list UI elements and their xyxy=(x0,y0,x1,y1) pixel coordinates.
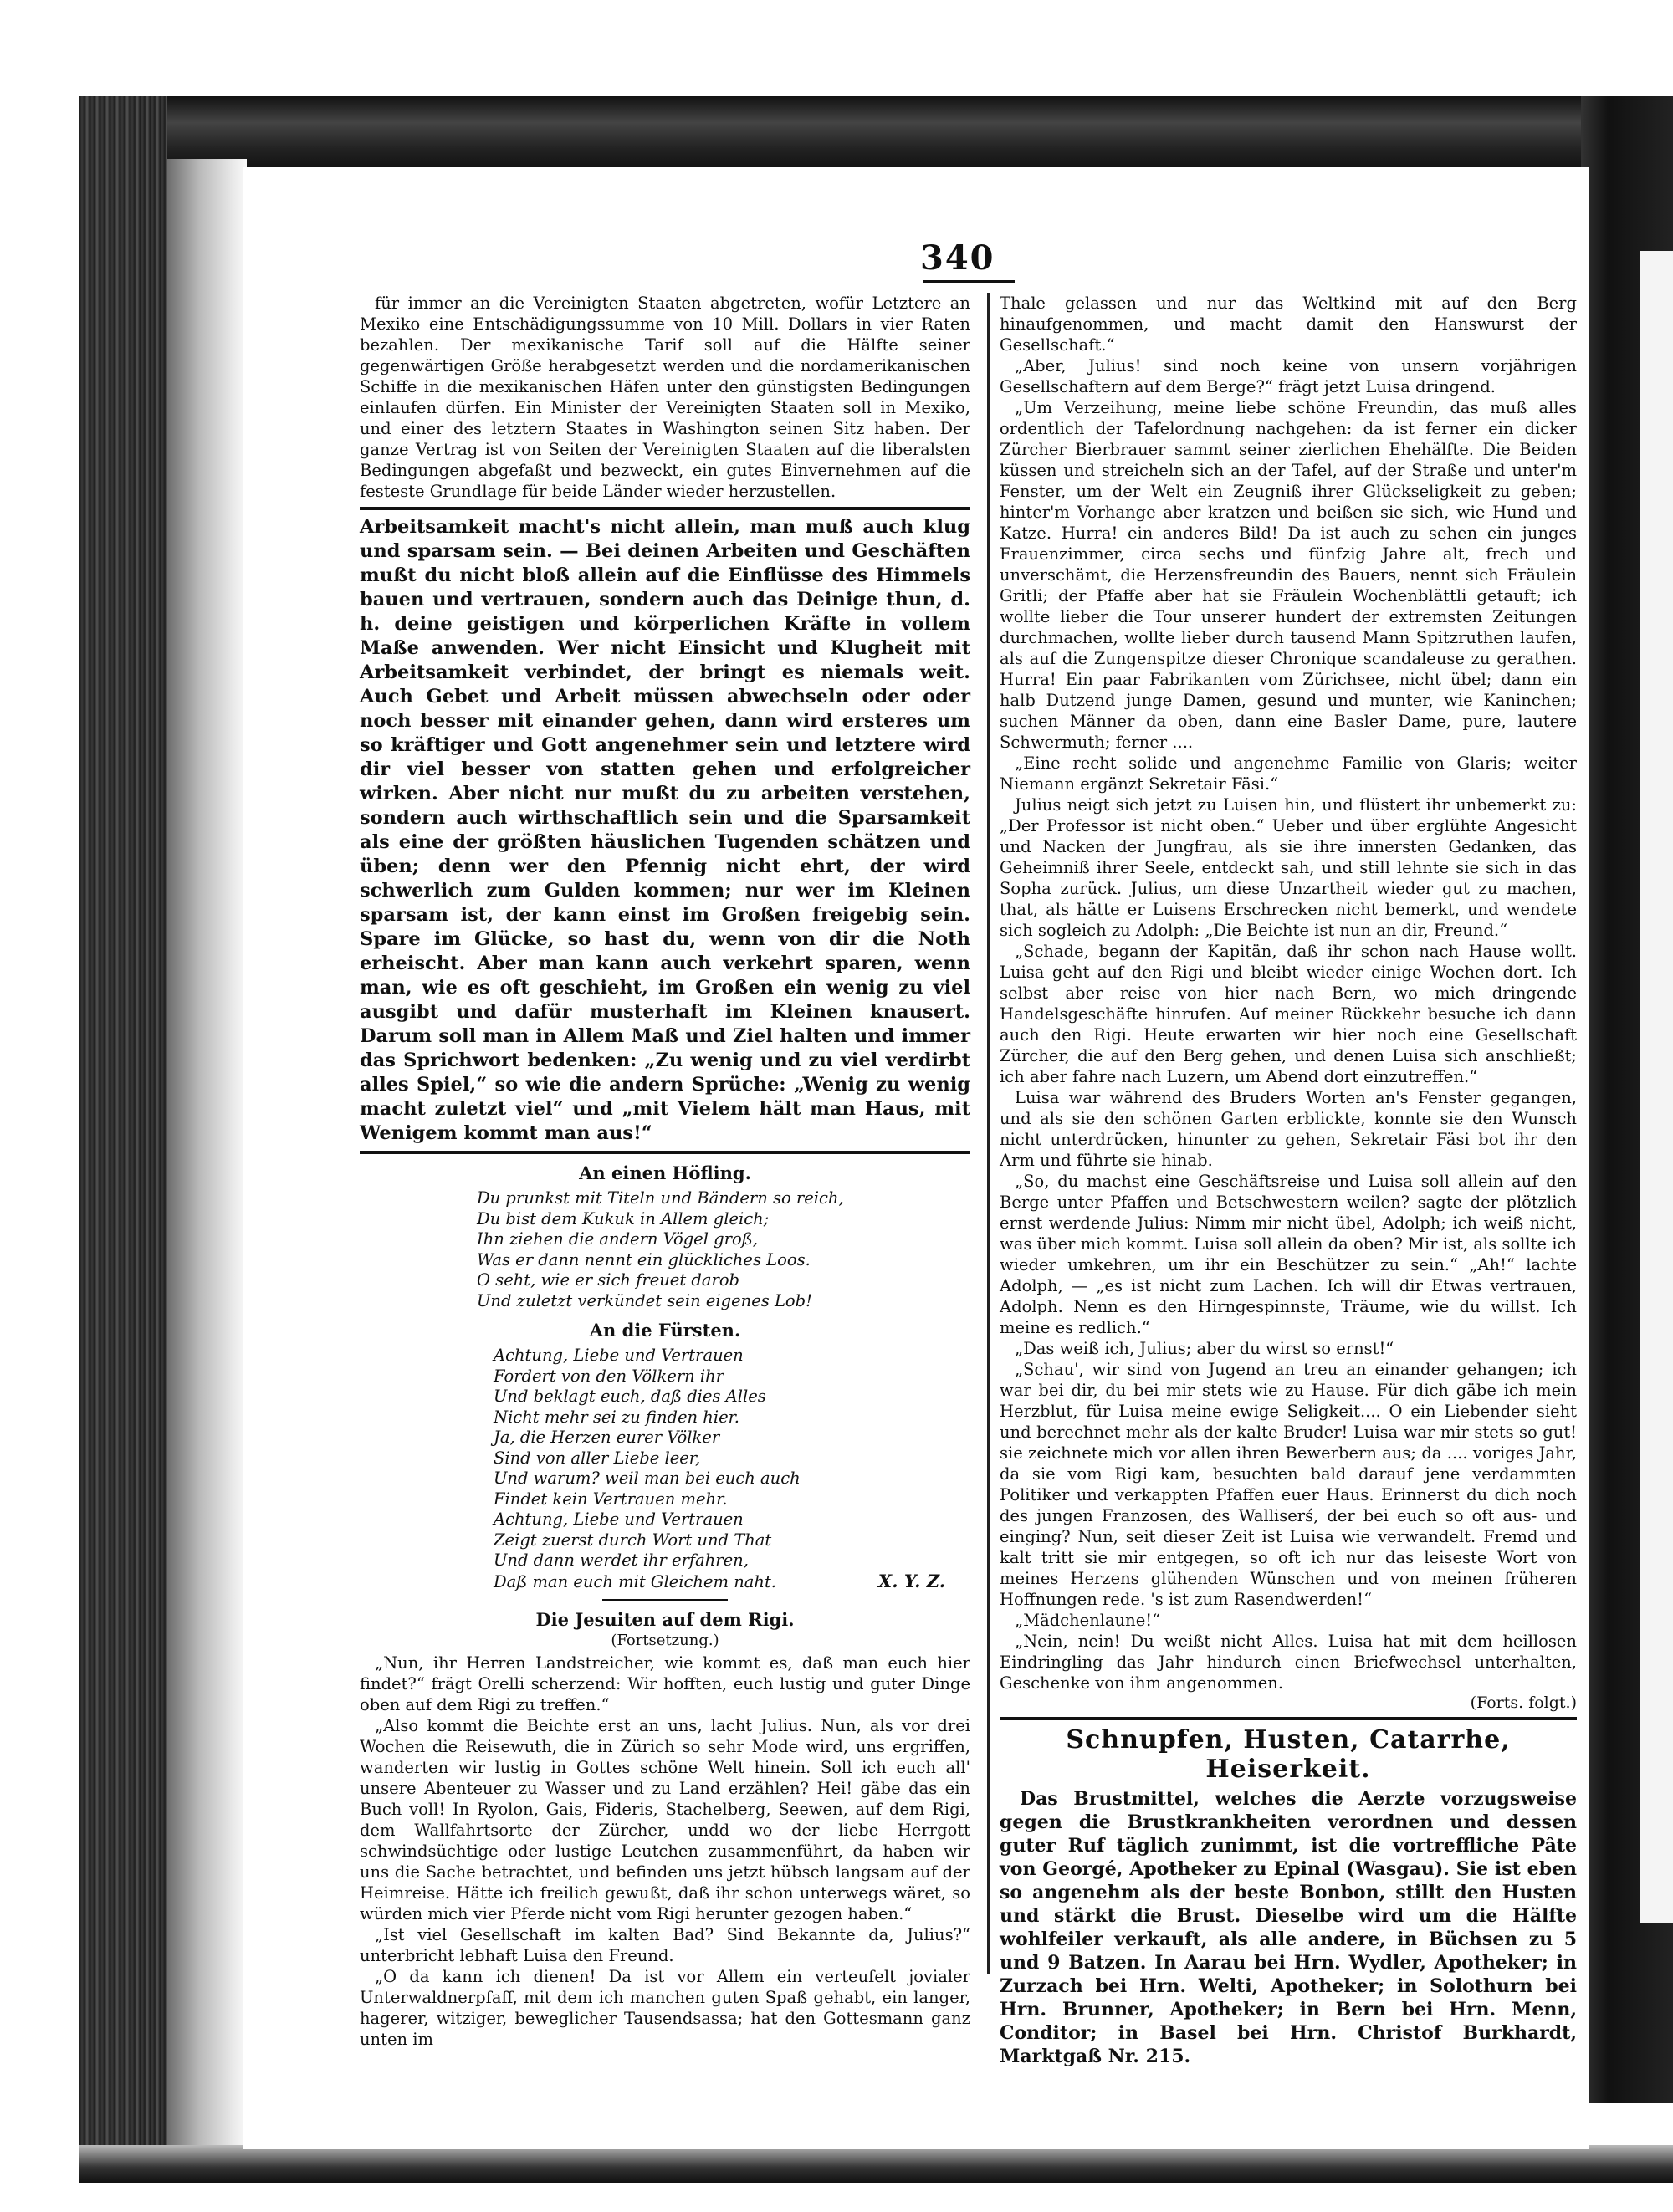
intro-paragraph: für immer an die Vereinigten Staaten abgetreten, wofür Letztere an Mexiko eine Entschädigungssumme von 10 Mill. Dollars in vier Raten bezahlen. Der mexikanische Tarif soll auf die Hälfte seiner gegenwärtigen Größe herabgesetzt werden und die nordamerikanischen Schiffe in die mexikanischen Häfen unter den günstigsten Bedingungen einlaufen dürfen. Ein Minister der Vereinigten Staaten soll in Mexiko, und einer des letztern Staates in Washington seinen Sitz haben. Der ganze Vertrag ist von Seiten der Vereinigten Staaten auf die liberalsten Bedingungen abgefaßt und bezweckt, ein gutes Einvernehmen auf die festeste Grundlage für beide Länder wieder herzustellen. xyxy=(360,294,970,501)
poem-line: Findet kein Vertrauen mehr. xyxy=(494,1489,728,1509)
story-paragraph: Luisa war während des Bruders Worten an's Fenster gegangen, und als sie den schönen Garten erblickte, konnte sie den Wunsch nicht unterdrücken, hinunter zu gehen, Sekretair Fäsi bot ihr den Arm und führte sie hinab. xyxy=(1000,1088,1577,1170)
scan-book-spine xyxy=(79,96,167,2162)
poem-line: Achtung, Liebe und Vertrauen xyxy=(494,1510,744,1529)
section-rule xyxy=(360,1151,970,1154)
column-divider xyxy=(987,293,990,1974)
page-number-rule xyxy=(923,280,1015,283)
story-title: Die Jesuiten auf dem Rigi. xyxy=(535,1609,795,1630)
story-paragraph: Thale gelassen und nur das Weltkind mit auf den Berg hinaufgenommen, und macht damit den Hanswurst der Gesellschaft.“ xyxy=(1000,294,1577,355)
poem-line: O seht, wie er sich freuet darob xyxy=(477,1270,740,1290)
poem-line: Und zuletzt verkündet sein eigenes Lob! xyxy=(477,1290,812,1310)
story-paragraph: „Ist viel Gesellschaft im kalten Bad? Sind Bekannte da, Julius?“ unterbricht lebhaft Luisa den Freund. xyxy=(360,1925,970,1965)
scan-top-edge xyxy=(79,96,1673,171)
right-column xyxy=(1000,293,1577,2068)
scan-gutter-shadow xyxy=(167,159,247,2158)
story-paragraph: „Eine recht solide und angenehme Familie von Glaris; weiter Niemann ergänzt Sekretair Fäsi.“ xyxy=(1000,754,1577,794)
story-paragraph: „Nein, nein! Du weißt nicht Alles. Luisa hat mit dem heillosen Eindringling das Jahr hindurch einen Briefwechsel unterhalten, Geschenke von ihm angenommen. xyxy=(1000,1632,1577,1693)
poem-signature: X. Y. Z. xyxy=(877,1570,945,1591)
poem-line: Achtung, Liebe und Vertrauen xyxy=(494,1346,744,1365)
poem-line: Und warum? weil man bei euch auch xyxy=(494,1469,801,1488)
poem-body xyxy=(477,1188,970,1311)
poem-line: Fordert von den Völkern ihr xyxy=(494,1366,724,1386)
poem-line: Und dann werdet ihr erfahren, xyxy=(494,1550,749,1570)
story-paragraph: „So, du machst eine Geschäftsreise und Luisa soll allein auf den Berge unter Pfaffen und Betschwestern weilen? sagte der plötzlich ernst werdende Julius: Nimm mir nicht übel, Adolph; ich weiß nicht, was über mich kommt. Luisa soll allein da oben? Mir ist, als sollte ich wieder umkehren, um ihr ein Beschützer zu sein.“ „Ah!“ lachte Adolph, — „es ist nicht zum Lachen. Ich will dir Etwas vertrauen, Adolph. Nenn es den Hirngespinnste, Träume, wie du willst. Ich meine es redlich.“ xyxy=(1000,1172,1577,1337)
poem-body xyxy=(494,1346,970,1592)
poem-title: An einen Höfling. xyxy=(579,1162,751,1183)
poem-line: Ja, die Herzen eurer Völker xyxy=(494,1428,720,1447)
story-paragraph: „Aber, Julius! sind noch keine von unsern vorjährigen Gesellschaftern auf dem Berge?“ frägt jetzt Luisa dringend. xyxy=(1000,356,1577,396)
section-rule xyxy=(360,507,970,510)
scan-bottom-edge xyxy=(79,2145,1673,2183)
poem-line: Nicht mehr sei zu finden hier. xyxy=(494,1407,739,1427)
poem-line: Zeigt zuerst durch Wort und That xyxy=(494,1530,772,1550)
story-paragraph: „Schade, begann der Kapitän, daß ihr schon nach Hause wollt. Luisa geht auf den Rigi und bleibt wieder einige Wochen dort. Ich selbst aber reise von hier nach Bern, wo mich dringende Handelsgeschäfte hinrufen. Auf meiner Rückkehr besuche ich dann auch den Rigi. Heute erwarten wir hier noch eine Gesellschaft Zürcher, die auf den Berg gehen, und denen Luisa sich anschließt; ich aber fahre nach Luzern, um Abend dort einzutreffen.“ xyxy=(1000,942,1577,1086)
poem-line: Ihn ziehen die andern Vögel groß, xyxy=(477,1229,758,1249)
bold-article: Arbeitsamkeit macht's nicht allein, man muß auch klug und sparsam sein. — Bei deinen Arbeiten und Geschäften mußt du nicht bloß allein auf die Einflüsse des Himmels bauen und vertrauen, sondern auch das Deinige thun, d. h. deine geistigen und körperlichen Kräfte in vollem Maße anwenden. Wer nicht Einsicht und Klugheit mit Arbeitsamkeit verbindet, der bringt es niemals weit. Auch Gebet und Arbeit müssen abwechseln oder oder noch besser mit einander gehen, dann wird ersteres um so kräftiger und Gott angenehmer sein und letztere wird dir viel besser von statten gehen und erfolgreicher wirken. Aber nicht nur mußt du zu arbeiten verstehen, sondern auch wirthschaftlich sein und die Sparsamkeit als eine der größten häuslichen Tugenden schätzen und üben; denn wer den Pfennig nicht ehrt, der wird schwerlich zum Gulden kommen; nur wer im Kleinen sparsam ist, der kann einst im Großen freigebig sein. Spare im Glücke, so hast du, wenn von dir die Noth erheischt. Aber man kann auch verkehrt sparen, wenn man, wie es oft geschieht, im Großen ein wenig zu viel ausgibt und dafür musterhaft im Kleinen knausert. Darum soll man in Allem Maß und Ziel halten und immer das Sprichwort bedenken: „Zu wenig und zu viel verdirbt alles Spiel,“ so wie die andern Sprüche: „Wenig zu wenig macht zuletzt viel“ und „mit Vielem hält man Haus, mit Wenigem kommt man aus!“ xyxy=(360,516,970,1144)
story-paragraph: „O da kann ich dienen! Da ist vor Allem ein verteufelt jovialer Unterwaldnerpfaff, mit dem ich manchen guten Spaß gehabt, ein langer, hagerer, witziger, beweglicher Tausendsassa; hat den Gottesmann ganz unten im xyxy=(360,1967,970,2049)
poem-line: Du prunkst mit Titeln und Bändern so reich, xyxy=(477,1188,844,1208)
section-rule xyxy=(1000,1717,1577,1720)
adjacent-page-strip xyxy=(1640,251,1673,1923)
story-paragraph: „Das weiß ich, Julius; aber du wirst so ernst!“ xyxy=(1015,1339,1394,1358)
poem-line: Daß man euch mit Gleichem naht. xyxy=(494,1571,776,1591)
story-paragraph: „Mädchenlaune!“ xyxy=(1015,1611,1161,1630)
story-paragraph: „Nun, ihr Herren Landstreicher, wie kommt es, daß man euch hier findet?“ frägt Orelli scherzend: Wir hofften, euch lustig und guter Dinge oben auf dem Rigi zu treffen.“ xyxy=(360,1653,970,1714)
poem-line: Was er dann nennt ein glückliches Loos. xyxy=(477,1249,811,1269)
poem-title: An die Fürsten. xyxy=(589,1320,741,1341)
page-number: 340 xyxy=(920,238,995,278)
advertisement-title: Schnupfen, Husten, Catarrhe, Heiserkeit. xyxy=(1066,1725,1511,1784)
poem-last-line-row xyxy=(494,1571,970,1593)
poem-line: Und beklagt euch, daß dies Alles xyxy=(494,1387,766,1406)
to-be-continued: (Forts. folgt.) xyxy=(1470,1693,1577,1712)
story-subtitle: (Fortsetzung.) xyxy=(611,1632,719,1649)
poem-line: Sind von aller Liebe leer, xyxy=(494,1448,701,1468)
story-paragraph: „Schau', wir sind von Jugend an treu an einander gehangen; ich war bei dir, du bei mir stets wie zu Hause. Für dich gäbe ich mein Herzblut, für Luisa meine ewige Seligkeit.... O ein Liebender sieht und berechnet mehr als der kalte Bruder! Luisa war mir stets so gut! sie zeichnete mich vor allen ihren Bewerbern aus; da .... voriges Jahr, da sie vom Rigi kam, besuchten bald darauf jene verdammten Politiker und verkappten Pfaffen euer Haus. Erinnerst du dich noch des jungen Franzosen, des Walliserś, der bei euch so oft aus- und einging? Nun, seit dieser Zeit ist Luisa wie verwandelt. Fremd und kalt tritt sie mir entgegen, so oft ich nur das leiseste Wort von meines Herzens glühenden Wünschen und von meinen früheren Hoffnungen rede. 's ist zum Rasendwerden!“ xyxy=(1000,1360,1577,1609)
left-column xyxy=(360,293,970,2050)
story-paragraph: „Um Verzeihung, meine liebe schöne Freundin, das muß alles ordentlich der Tafelordnung nachgehen: da ist ferner ein dicker Zürcher Bierbrauer sammt seiner zierlichen Ehehälfte. Die Beiden küssen und streicheln sich an der Tafel, auf der Straße und unter'm Fenster, um der Welt ein Zeugniß ihrer Glückseligkeit zu geben; hinter'm Vorhange aber kratzen und beißen sie sich, wie Hund und Katze. Hurra! ein anderes Bild! Da ist auch zu sehen ein junges Frauenzimmer, circa sechs und fünfzig Jahre alt, frech und unverschämt, die Herzensfreundin des Bauers, nennt sich Fräulein Gritli; der Pfaffe aber hat sie Fräulein Wochenblättli getauft; ich wollte lieber die Tour unserer hundert der extremsten Zeitungen durchmachen, wollte lieber durch tausend Mann Spitzruthen laufen, als auf die Zungenspitze dieser Chronique scandaleuse zu gerathen. Hurra! Ein paar Fabrikanten vom Zürichsee, nicht übel; dann ein halb Dutzend junge Damen, gesund und munter, wie Kaninchen; suchen Männer da oben, dann eine Basler Dame, pure, lautere Schwermuth; ferner .... xyxy=(1000,398,1577,752)
story-paragraph: Julius neigt sich jetzt zu Luisen hin, und flüstert ihr unbemerkt zu: „Der Professor ist nicht oben.“ Ueber und über erglühte Angesicht und Nacken der Jungfrau, als sie ihre innersten Gedanken, das Geheimniß ihrer Seele, entdeckt sah, und still lehnte sie sich in das Sopha zurück. Julius, um diese Unzartheit wieder gut zu machen, that, als hätte er Luisens Erschrecken nicht bemerkt, und wendete sich sogleich zu Adolph: „Die Beichte ist nun an dir, Freund.“ xyxy=(1000,795,1577,940)
short-rule xyxy=(602,1599,728,1601)
poem-line: Du bist dem Kukuk in Allem gleich; xyxy=(477,1208,770,1229)
story-paragraph: „Also kommt die Beichte erst an uns, lacht Julius. Nun, als vor drei Wochen die Reisewuth, die in Zürich so sehr Mode wird, uns ergriffen, wanderten wir lustig in Gottes schöne Welt hinein. Soll ich euch all' unsere Abenteuer zu Wasser und zu Land erzählen? Hei! gäbe das ein Buch voll! In Ryolon, Gais, Fideris, Stachelberg, Seewen, auf dem Rigi, dem Wallfahrtsorte der Zürcher, undd wo der liebe Herrgott schwindsüchtige oder lustige Leutchen zusammenführt, da haben wir uns die Sache betrachtet, und befinden uns jetzt hübsch langsam auf der Heimreise. Hätte ich freilich gewußt, daß ihr schon unterwegs wäret, so würden mich vier Pferde nicht vom Rigi herunter gezogen haben.“ xyxy=(360,1716,970,1923)
advertisement-body: Das Brustmittel, welches die Aerzte vorzugsweise gegen die Brustkrankheiten verordnen und dessen guter Ruf täglich zunimmt, ist die vortreffliche Pâte von Georgé, Apotheker zu Epinal (Wasgau). Sie ist eben so angenehm als der beste Bonbon, stillt den Husten und stärkt die Brust. Dieselbe wird um die Hälfte wohlfeiler verkauft, als alle andere, in Büchsen zu 5 und 9 Batzen. In Aarau bei Hrn. Wydler, Apotheker; in Zurzach bei Hrn. Welti, Apotheker; in Solothurn bei Hrn. Brunner, Apotheker; in Bern bei Hrn. Menn, Conditor; in Basel bei Hrn. Christof Burkhardt, Marktgaß Nr. 215. xyxy=(1000,1788,1577,2067)
